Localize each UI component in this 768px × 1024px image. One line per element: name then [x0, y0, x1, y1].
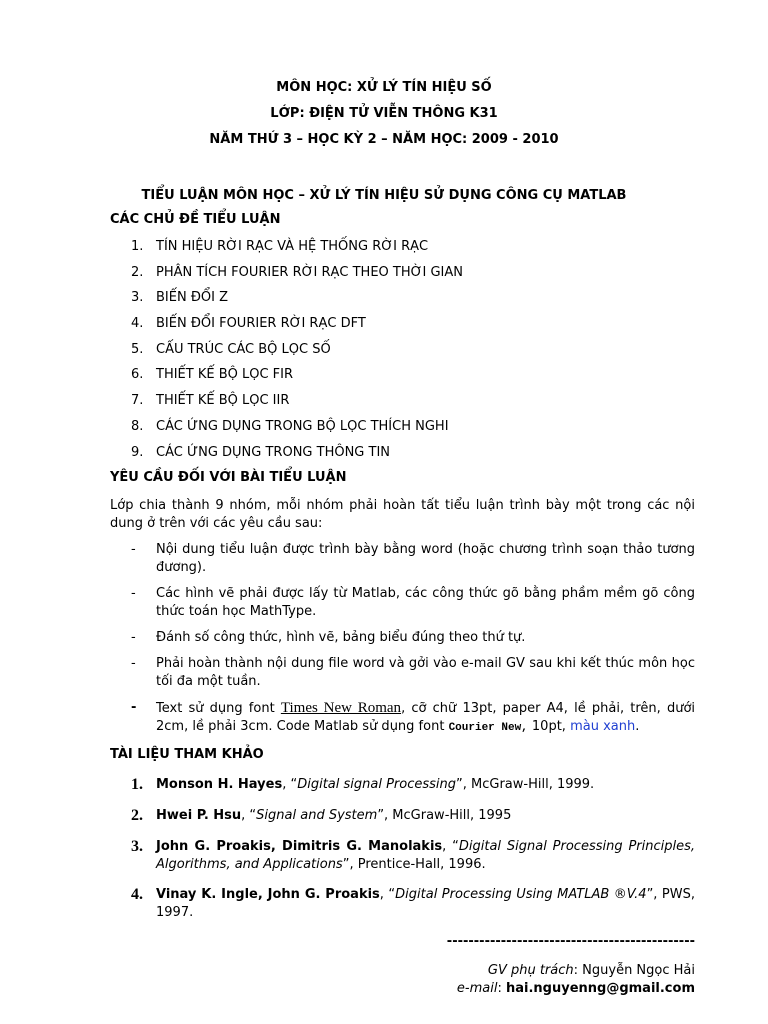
list-item: - Nội dung tiểu luận được trình bày bằng word (hoặc chương trình soạn thảo tương đương). — [131, 542, 695, 575]
footer-divider: ---------------------------------------------- — [446, 934, 695, 949]
requirements-heading: YÊU CẦU ĐỐI VỚI BÀI TIỂU LUẬN — [110, 470, 347, 485]
references-list — [110, 776, 695, 922]
list-item: 9. CÁC ỨNG DỤNG TRONG THÔNG TIN — [131, 444, 391, 460]
list-item: 7. THIẾT KẾ BỘ LỌC IIR — [131, 393, 290, 409]
list-item: - Text sử dụng font Times New Roman, cỡ chữ 13pt, paper A4, lề phải, trên, dưới 2cm, lề phải 3cm. Code Matlab sử dụng font Courier New, 10pt, màu xanh. — [131, 700, 696, 734]
list-item: - Phải hoàn thành nội dung file word và gởi vào e-mail GV sau khi kết thúc môn học tối đa một tuần. — [131, 656, 695, 689]
topics-list — [110, 238, 463, 469]
requirements-intro: Lớp chia thành 9 nhóm, mỗi nhóm phải hoàn tất tiểu luận trình bày một trong các nội dung ở trên với các yêu cầu sau: — [110, 498, 695, 531]
references-heading: TÀI LIỆU THAM KHẢO — [110, 747, 264, 762]
list-item: 4. BIẾN ĐỔI FOURIER RỜI RẠC DFT — [131, 316, 366, 332]
teacher-line: GV phụ trách: Nguyễn Ngọc Hải — [487, 963, 695, 978]
email-line: e-mail: hai.nguyenng@gmail.com — [456, 981, 695, 996]
font-name-courier: Courier New, — [448, 722, 528, 734]
teacher-name: Nguyễn Ngọc Hải — [582, 963, 695, 978]
color-name: màu xanh — [570, 719, 636, 734]
topics-heading: CÁC CHỦ ĐỀ TIỂU LUẬN — [110, 212, 281, 227]
list-item: 1. TÍN HIỆU RỜI RẠC VÀ HỆ THỐNG RỜI RẠC — [131, 239, 429, 254]
reference-item: 3. John G. Proakis, Dimitris G. Manolakis, “Digital Signal Processing Principles, Algorithms, and Applications”, Prentice-Hall, 1996. — [131, 838, 696, 872]
list-item: 8. CÁC ỨNG DỤNG TRONG BỘ LỌC THÍCH NGHI — [131, 418, 449, 434]
list-item: 3. BIẾN ĐỔI Z — [131, 290, 229, 306]
list-item: 2. PHÂN TÍCH FOURIER RỜI RẠC THEO THỜI GIAN — [131, 264, 463, 280]
reference-item: 4. Vinay K. Ingle, John G. Proakis, “Digital Processing Using MATLAB ®V.4”, PWS, 1997. — [131, 886, 695, 920]
course-title: MÔN HỌC: XỬ LÝ TÍN HIỆU SỐ — [276, 80, 492, 95]
font-name-times: Times New Roman — [280, 700, 402, 716]
essay-title: TIỂU LUẬN MÔN HỌC – XỬ LÝ TÍN HIỆU SỬ DỤNG CÔNG CỤ MATLAB — [141, 188, 627, 203]
semester-line: NĂM THỨ 3 – HỌC KỲ 2 – NĂM HỌC: 2009 - 2010 — [209, 132, 559, 147]
requirements-list — [110, 541, 695, 737]
reference-item: 2. Hwei P. Hsu, “Signal and System”, McGraw-Hill, 1995 — [131, 807, 512, 824]
list-item: - Các hình vẽ phải được lấy từ Matlab, các công thức gõ bằng phầm mềm gõ công thức toán học MathType. — [131, 586, 695, 619]
list-item: 6. THIẾT KẾ BỘ LỌC FIR — [131, 367, 294, 383]
reference-item: 1. Monson H. Hayes, “Digital signal Processing”, McGraw-Hill, 1999. — [131, 776, 595, 793]
list-item: - Đánh số công thức, hình vẽ, bảng biểu đúng theo thứ tự. — [131, 630, 526, 645]
email-address: hai.nguyenng@gmail.com — [505, 981, 695, 996]
class-name: LỚP: ĐIỆN TỬ VIỄN THÔNG K31 — [270, 106, 498, 121]
list-item: 5. CẤU TRÚC CÁC BỘ LỌC SỐ — [131, 341, 331, 357]
